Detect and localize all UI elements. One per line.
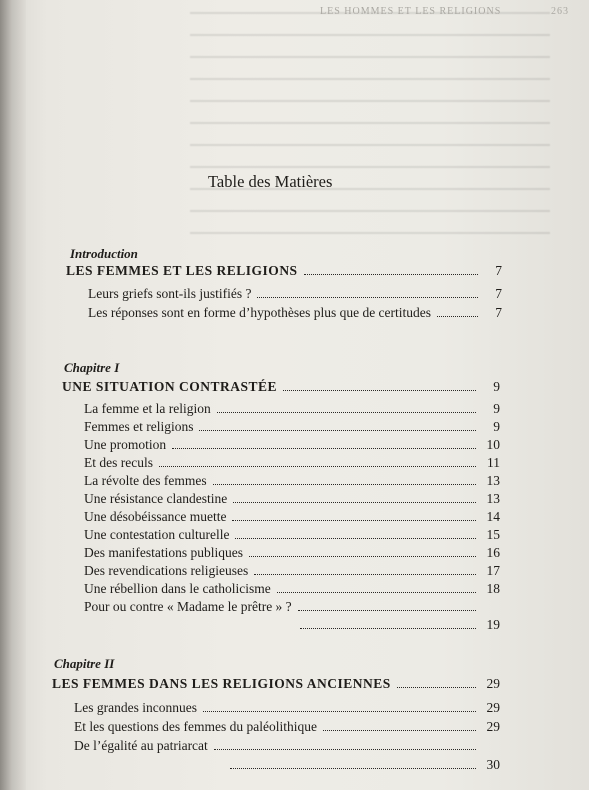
toc-entry — [84, 401, 500, 417]
entry-text: Une rébellion dans le catholicisme — [84, 581, 271, 596]
heading-text: LES FEMMES DANS LES RELIGIONS ANCIENNES — [52, 676, 391, 691]
toc-entry — [84, 545, 500, 561]
page-number: 15 — [486, 527, 500, 542]
page-number: 7 — [495, 305, 502, 320]
entry-text: Et des reculs — [84, 455, 153, 470]
leader-dots — [323, 720, 476, 731]
page-number: 9 — [493, 401, 500, 416]
leader-dots — [257, 287, 478, 298]
leader-dots — [203, 701, 476, 712]
toc-entry-page-line — [300, 617, 500, 633]
entry-text: Les réponses sont en forme d’hypothèses plus que de certitudes — [88, 305, 432, 320]
chapitre-2-label: Chapitre II — [54, 656, 115, 671]
chapitre-1-label: Chapitre I — [64, 360, 120, 375]
running-header-title: LES HOMMES ET LES RELIGIONS — [320, 6, 502, 17]
page-number: 10 — [486, 437, 500, 452]
leader-dots — [232, 510, 476, 521]
toc-entry — [88, 286, 502, 302]
page-number: 29 — [486, 719, 500, 734]
leader-dots — [233, 492, 476, 503]
page-number: 7 — [495, 263, 502, 278]
toc-entry — [84, 437, 500, 453]
leader-dots — [235, 528, 476, 539]
entry-text: Des manifestations publiques — [84, 545, 243, 560]
toc-entry — [88, 305, 502, 321]
entry-text: Femmes et religions — [84, 419, 194, 434]
entry-text: Des revendications religieuses — [84, 563, 249, 578]
page-number: 30 — [486, 757, 500, 772]
page-number: 29 — [486, 676, 500, 691]
leader-dots — [159, 456, 476, 467]
chapitre-1-heading — [62, 379, 500, 395]
heading-text: LES FEMMES ET LES RELIGIONS — [66, 263, 298, 278]
introduction-heading — [66, 263, 502, 279]
leader-dots — [283, 380, 476, 391]
leader-dots — [277, 582, 476, 593]
toc-entry — [84, 527, 500, 543]
leader-dots — [230, 758, 476, 769]
entry-text: Leurs griefs sont-ils justifiés ? — [88, 286, 252, 301]
toc-entry — [84, 419, 500, 435]
book-gutter-shadow — [0, 0, 26, 790]
page-number: 19 — [486, 617, 500, 632]
toc-entry — [74, 719, 500, 735]
page-number: 13 — [486, 491, 500, 506]
page-number: 7 — [495, 286, 502, 301]
chapitre-2-heading — [52, 676, 500, 692]
entry-text: Pour ou contre « Madame le prêtre » ? — [84, 599, 292, 614]
toc-entry-page-line — [230, 757, 500, 773]
page-number: 17 — [486, 563, 500, 578]
running-header — [260, 6, 569, 20]
entry-text: Et les questions des femmes du paléolithique — [74, 719, 317, 734]
leader-dots — [172, 438, 476, 449]
page-number: 11 — [487, 455, 500, 470]
leader-dots — [300, 618, 476, 629]
leader-dots — [249, 546, 476, 557]
leader-dots — [217, 402, 476, 413]
toc-entry — [84, 491, 500, 507]
page-number: 29 — [486, 700, 500, 715]
toc-entry — [84, 473, 500, 489]
leader-dots — [397, 677, 476, 688]
leader-dots — [213, 474, 476, 485]
page-number: 18 — [486, 581, 500, 596]
page-number: 9 — [493, 379, 500, 394]
page-number: 9 — [493, 419, 500, 434]
leader-dots — [298, 600, 476, 611]
heading-text: UNE SITUATION CONTRASTÉE — [62, 379, 278, 394]
toc-entry — [84, 563, 500, 579]
toc-entry — [74, 700, 500, 716]
leader-dots — [437, 306, 478, 317]
leader-dots — [254, 564, 476, 575]
entry-text: De l’égalité au patriarcat — [74, 738, 208, 753]
entry-text: Une contestation culturelle — [84, 527, 230, 542]
toc-entry — [84, 509, 500, 525]
toc-entry — [84, 455, 500, 471]
page-number: 16 — [486, 545, 500, 560]
running-header-page: 263 — [551, 6, 569, 17]
entry-text: Une résistance clandestine — [84, 491, 228, 506]
leader-dots — [214, 739, 476, 750]
leader-dots — [304, 264, 478, 275]
toc-entry — [84, 581, 500, 597]
toc-entry — [84, 599, 500, 615]
entry-text: La révolte des femmes — [84, 473, 207, 488]
entry-text: La femme et la religion — [84, 401, 211, 416]
page-number: 14 — [486, 509, 500, 524]
entry-text: Les grandes inconnues — [74, 700, 197, 715]
entry-text: Une promotion — [84, 437, 167, 452]
leader-dots — [199, 420, 476, 431]
page-number: 13 — [486, 473, 500, 488]
introduction-label: Introduction — [70, 246, 138, 261]
show-through-text — [190, 0, 550, 235]
entry-text: Une désobéissance muette — [84, 509, 227, 524]
toc-entry — [74, 738, 500, 754]
toc-title: Table des Matières — [208, 172, 333, 191]
